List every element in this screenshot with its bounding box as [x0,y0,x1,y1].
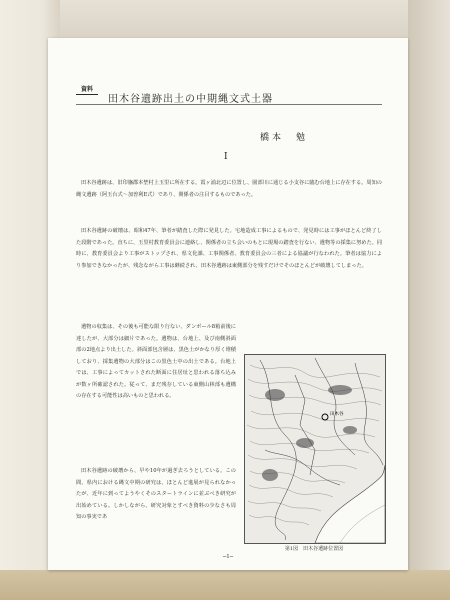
page-number: ─1─ [222,554,234,560]
figure-caption: 第1図 田木谷遺跡位置図 [284,546,344,552]
body-paragraph-2: 田木谷遺跡の破壊は、昭和47年、筆者が踏査した際に発見した。宅地造成工事によるもので、発見時には工事がほとんど終了した段階であった。直ちに、玉里村教育委員会に連絡し、関係者の立ち会いのもとに現場の踏査を行ない、遺物等の採集に努めた。同時に、教育委員会より工事がストップされ、県文化課、工事関係者、教育委員会の三者による協議が行なわれた。筆者は協力により参加できなかったが、残念ながら工事は継続され、田木谷遺跡は東側部分を残すだけでそのほとんどが破壊してしまった。 [76,228,383,269]
title-rule [76,104,382,105]
author-name: 橋本 勉 [260,133,309,143]
document-page [48,38,408,570]
background-right [408,0,450,600]
body-paragraph-4: 田木谷遺跡の破壊から、早や10年が過ぎ去ろうとしている。この間、県内における縄文中期の研究は、ほとんど進展が見られなかったが、近年に到ってようやくそのスタートラインに並ぶべき研究が出始めている。しかしながら、研究対象とすべき資料の少なさも周知の事実であ [76,468,236,520]
table-surface [0,570,450,600]
site-marker-label: 田木谷 [330,412,344,417]
body-paragraph-3: 遺物の収集は、その後も可能な限り行ない、ダンボール8箱前後に達したが、大部分は細片であった。遺物は、台地上、及び南側斜面部の2地点より出土した。斜面部包含層は、黒色土がかなり厚く堆積しており、採集遺物の大部分はこの黒色土中の出土である。台地上では、工事によってカットされた断面に住居址と思われる落ち込みが数ヶ所確認された。従って、まだ残存している東側山林部も遺構の存在する可能性は高いものと思われる。 [76,324,236,399]
body-paragraph-1: 田木谷遺跡は、旧印旛郡本埜村上玉里に所在する。霞ヶ浦北辺に位置し、園部川に通じる小支谷に臨む台地上に存在する。周知の縄文遺跡（阿玉台式～加曽利E式）であり、関係者の注目するものであった。 [76,180,382,198]
article-title: 田木谷遺跡出土の中期縄文式土器 [108,94,273,105]
site-location-map [244,354,386,544]
topographic-map-drawing [245,355,385,543]
section-number: Ⅰ [224,152,228,162]
category-label: 資料 [76,84,98,95]
